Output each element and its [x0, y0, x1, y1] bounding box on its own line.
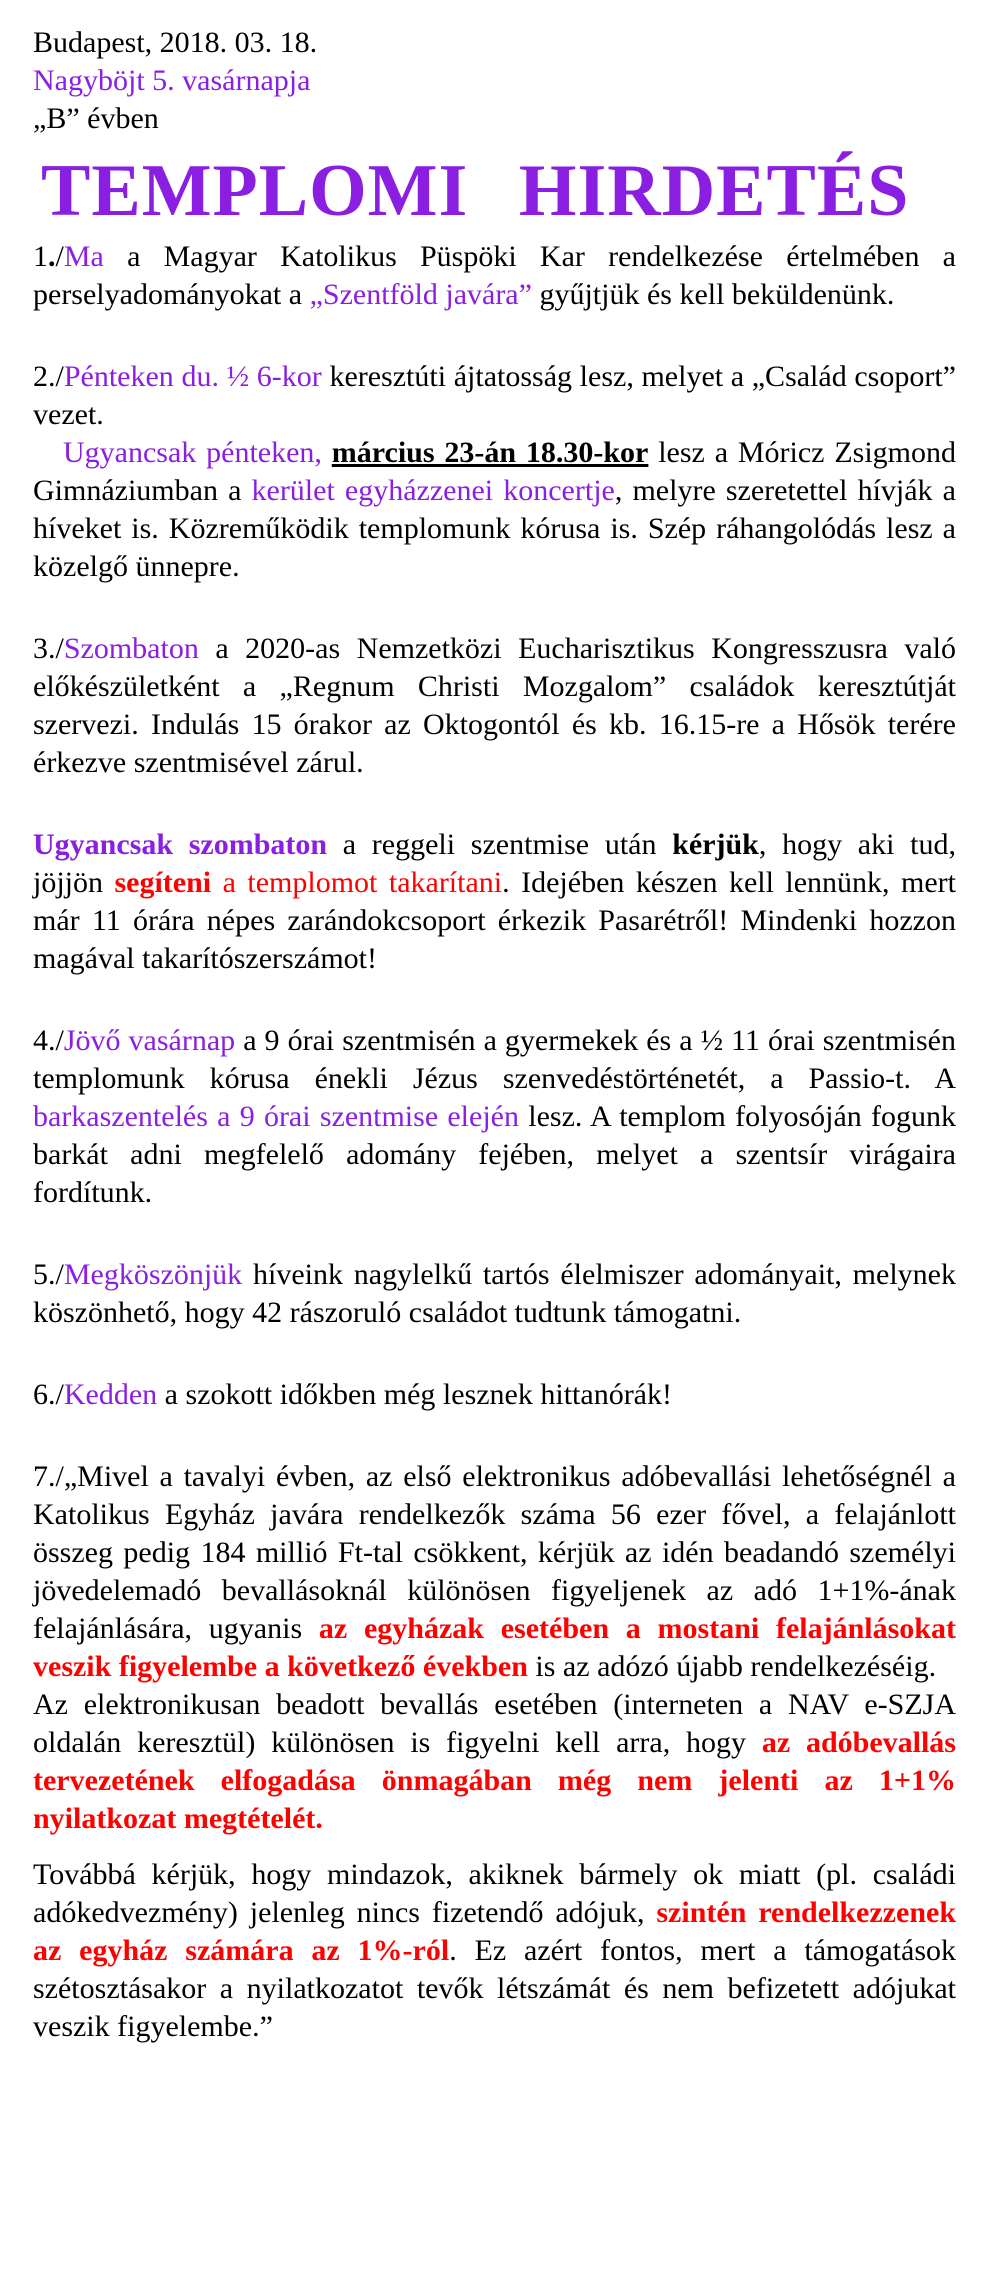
text-run: Jövő vasárnap [63, 1024, 236, 1057]
text-run: 1 [33, 240, 48, 273]
announcement-item-7 [33, 1458, 956, 1686]
text-run: a 9 órai szentmisén a gyermekek és a ½ 11 órai szentmisén templomunk kórusa énekli Jézus szenvedéstörténetét, a Passio-t. A [33, 1024, 956, 1095]
text-run: a 2020-as Nemzetközi Eucharisztikus Kongresszusra való előkészületként a „Regnum Christi Mozgalom” családok keresztútját szervezi. Indulás 15 órakor az Oktogontól és kb. 16.15-re a Hősök terére érkezve szentmisével zárul. [33, 632, 956, 779]
text-run: , hogy aki tud, jöjjön [33, 828, 956, 899]
text-run: 5./ [33, 1258, 64, 1291]
text-run: 4./ [33, 1024, 64, 1057]
text-run: az adóbevallás tervezetének elfogadása önmagában még nem jelenti az 1+1% nyilatkozat megtételét. [33, 1726, 956, 1835]
text-run: kérjük [672, 828, 759, 861]
saturday-cleaning-note [33, 826, 956, 978]
text-run: . [48, 240, 56, 273]
announcement-item-4 [33, 1022, 956, 1212]
text-run: Pénteken du. ½ 6-kor [63, 360, 322, 393]
text-run: lesz a Móricz Zsigmond Gimnáziumban a [33, 436, 956, 507]
announcement-item-6 [33, 1376, 956, 1414]
announcement-item-2 [33, 358, 956, 434]
text-run: március 23-án 18.30-kor [331, 436, 649, 469]
text-run: Kedden [63, 1378, 158, 1411]
text-run: . Idejében készen kell lennünk, mert már 11 órára népes zarándokcsoport érkezik Pasarétről! Mindenki hozzon magával takarítószerszámot! [33, 866, 956, 975]
announcement-item-1 [33, 238, 956, 314]
text-run: 6./ [33, 1378, 64, 1411]
page-title: TEMPLOMI HIRDETÉS [41, 150, 910, 232]
text-run: a reggeli szentmise után [327, 828, 673, 861]
text-run: Megköszönjük [63, 1258, 243, 1291]
announcement-item-3 [33, 630, 956, 782]
text-run: lesz. A templom folyosóján fogunk barkát adni megfelelő adomány fejében, melyet a szentsír virágaira fordítunk. [33, 1100, 957, 1209]
text-run: Továbbá kérjük, hogy mindazok, akiknek bármely ok miatt (pl. családi adókedvezmény) jelenleg nincs fizetendő adójuk, [33, 1858, 956, 1929]
text-run: a Magyar Katolikus Püspöki Kar rendelkezése értelmében a perselyadományokat a [33, 240, 956, 311]
announcement-item-5 [33, 1256, 956, 1332]
closing-paragraph [33, 1856, 956, 2046]
text-run: barkaszentelés a 9 órai szentmise elején [33, 1100, 519, 1133]
text-run: kerület egyházzenei koncertje [251, 474, 615, 507]
text-run: Ugyancsak pénteken, [63, 436, 332, 469]
text-run: gyűjtjük és kell beküldenünk. [531, 278, 895, 311]
text-run: Az elektronikusan beadott bevallás esetében (interneten a NAV e-SZJA oldalán keresztül) különösen is figyelni kell arra, hogy [33, 1688, 956, 1759]
date-line: Budapest, 2018. 03. 18. [33, 26, 318, 59]
text-run: „Szentföld javára” [309, 278, 532, 311]
text-run: az egyházak esetében a mostani felajánlásokat veszik figyelembe a következő években [33, 1612, 956, 1683]
liturgical-day-line: Nagyböjt 5. vasárnapja [33, 64, 311, 97]
text-run: / [55, 240, 64, 273]
text-run: 3./ [33, 632, 64, 665]
text-run: Ugyancsak szombaton [33, 828, 328, 861]
text-run: a templomot takarítani [211, 866, 503, 899]
text-run: Ma [63, 240, 104, 273]
text-run: . Ez azért fontos, mert a támogatások szétosztásakor a nyilatkozatot tevők létszámát és nem befizetett adójukat veszik figyelembe.” [33, 1934, 956, 2043]
text-run: 7./„Mivel a tavalyi évben, az első elektronikus adóbevallási lehetőségnél a Katolikus Egyház javára rendelkezők száma 56 ezer fővel, a felajánlott összeg pedig 184 millió Ft-tal csökkent, kérjük az idén beadandó személyi jövedelemadó bevallásoknál különösen figyeljenek az adó 1+1%-ának felajánlására, ugyanis [33, 1460, 956, 1645]
text-run: híveink nagylelkű tartós élelmiszer adományait, melynek köszönhető, hogy 42 rászoruló családot tudtunk támogatni. [33, 1258, 956, 1329]
text-run: a szokott időkben még lesznek hittanórák! [157, 1378, 672, 1411]
text-run: Szombaton [63, 632, 199, 665]
year-cycle-line: „B” évben [33, 102, 159, 135]
text-run: 2./ [33, 360, 64, 393]
text-run: keresztúti ájtatosság lesz, melyet a „Család csoport” vezet. [33, 360, 957, 431]
announcement-item-7-continuation [33, 1686, 956, 1838]
text-run: is az adózó újabb rendelkezéséig. [527, 1650, 937, 1683]
text-run: segíteni [114, 866, 212, 899]
announcement-item-2-friday-concert [33, 434, 956, 586]
text-run: szintén rendelkezzenek az egyház számára az 1%-ról [33, 1896, 956, 1967]
text-run: , melyre szeretettel hívják a híveket is. Közreműködik templomunk kórusa is. Szép ráhangolódás lesz a közelgő ünnepre. [33, 474, 956, 583]
document-header [33, 24, 956, 138]
